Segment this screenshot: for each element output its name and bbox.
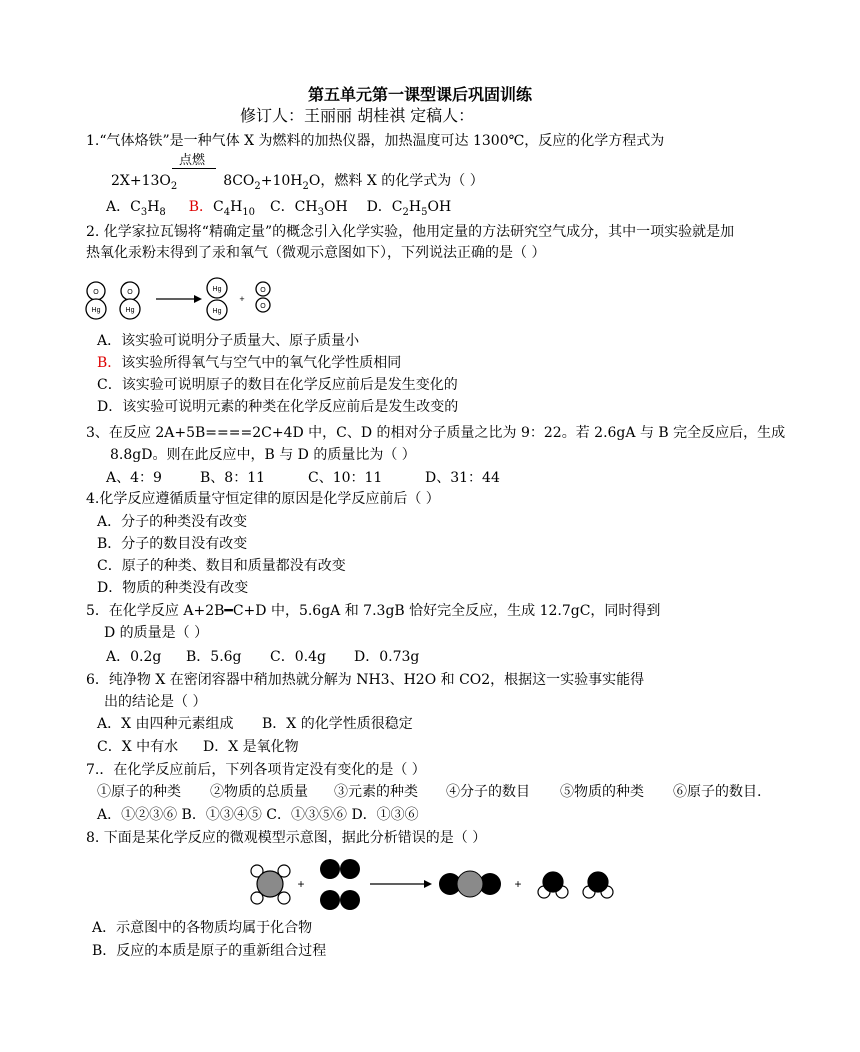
- q1-equation: [111, 171, 484, 197]
- q7-options: A．①②③⑥ B．①③④⑤ C．①③⑤⑥ D．①③⑥: [97, 807, 419, 823]
- q6-stem-line1: 6．纯净物 X 在密闭容器中稍加热就分解为 NH3、H2O 和 CO2，根据这一实验事实能得: [86, 672, 645, 688]
- hg-atom-label: Hg: [91, 307, 101, 314]
- q2-option-d: D．该实验可说明元素的种类在化学反应前后是发生改变的: [97, 399, 459, 415]
- hg-atom-label: Hg: [212, 286, 222, 293]
- q4-option-c: C．原子的种类、数目和质量都没有改变: [97, 558, 346, 574]
- q1-reaction-arrow-line: [172, 168, 216, 169]
- o-atom-label: O: [93, 289, 99, 296]
- plus-sign: +: [514, 877, 522, 891]
- q5-option-c: C．0.4g: [270, 649, 326, 665]
- q5-option-b: B．5.6g: [186, 649, 242, 665]
- plus-sign: +: [297, 877, 305, 891]
- q5-stem-line2: D 的质量是（ ）: [104, 625, 209, 641]
- q6-option-c: C．X 中有水: [97, 739, 179, 755]
- q1-option-a: A．$C_3H_8$: [106, 199, 166, 218]
- hg-atom-label: Hg: [212, 308, 222, 315]
- q4-option-d: D．物质的种类没有改变: [97, 580, 249, 596]
- q7-item: ①原子的种类: [97, 784, 181, 800]
- page-subtitle: 修订人：王丽丽 胡桂祺 定稿人：: [240, 106, 475, 125]
- arrow-head: [194, 295, 202, 303]
- q1-rhs-s1: 2: [254, 180, 261, 192]
- q5-stem-line1: 5．在化学反应 A+2B━C+D 中，5.6gA 和 7.3gB 恰好完全反应，生成 12.7gC，同时得到: [86, 603, 661, 619]
- q8-stem: 8. 下面是某化学反应的微观模型示意图，据此分析错误的是（ ）: [86, 830, 487, 846]
- q1-stem: 1.“气体烙铁”是一种气体 X 为燃料的加热仪器，加热温度可达 1300℃，反应的化学方程式为: [86, 133, 665, 149]
- q5-option-a: A．0.2g: [106, 649, 162, 665]
- q3-stem-line1: 3、在反应 2A+5B====2C+4D 中，C、D 的相对分子质量之比为 9：22。若 2.6gA 与 B 完全反应后，生成: [86, 425, 786, 441]
- q6-option-d: D．X 是氧化物: [203, 739, 299, 755]
- q1-option-d: D．$C_2H_5OH$: [366, 199, 452, 218]
- q1-lhs-sub: 2: [170, 180, 178, 192]
- plus-sign: +: [239, 294, 245, 304]
- arrow-head: [424, 880, 432, 888]
- q7-item: ④分子的数目: [446, 784, 530, 800]
- q2-option-b: B．该实验所得氧气与空气中的氧气化学性质相同: [97, 355, 402, 371]
- q2-option-c: C．该实验可说明原子的数目在化学反应前后是发生变化的: [97, 377, 458, 393]
- q6-option-a: A．X 由四种元素组成: [97, 716, 234, 732]
- q1-rhs-b: +10H: [260, 173, 303, 189]
- q1-option-c: C．$CH_3OH$: [269, 199, 348, 218]
- q1-option-b: B．$C_4H_{10}$: [188, 199, 256, 218]
- o-atom-label: O: [260, 303, 266, 310]
- q4-stem: 4.化学反应遵循质量守恒定律的原因是化学反应前后（ ）: [86, 491, 440, 507]
- q7-stem: 7.．在化学反应前后，下列各项肯定没有变化的是（ ）: [86, 762, 426, 778]
- q1-options: [106, 197, 451, 223]
- q5-option-d: D．0.73g: [354, 649, 420, 665]
- q4-option-b: B．分子的数目没有改变: [97, 536, 248, 552]
- q1-rhs-s2: 2: [302, 180, 309, 192]
- q8-option-a: A．示意图中的各物质均属于化合物: [92, 920, 313, 936]
- page-title: 第五单元第一课型课后巩固训练: [308, 85, 533, 104]
- q4-option-a: A．分子的种类没有改变: [97, 514, 248, 530]
- q6-option-b: B．X 的化学性质很稳定: [262, 716, 413, 732]
- q1-lhs: 2X+13O: [111, 173, 171, 189]
- q3-option-b: B、8：11: [200, 470, 266, 486]
- q2-stem-line1: 2. 化学家拉瓦锡将“精确定量”的概念引入化学实验，他用定量的方法研究空气成分，其中一项实验就是加: [86, 224, 735, 240]
- q8-molecular-model-diagram: [244, 856, 614, 914]
- o-atom-label: O: [260, 287, 266, 294]
- q6-stem-line2: 出的结论是（ ）: [104, 694, 207, 710]
- q1-condition: 点燃: [179, 153, 206, 168]
- q7-item: ⑤物质的种类: [560, 784, 644, 800]
- q3-option-a: A、4：9: [106, 470, 162, 486]
- q1-rhs-c: O，燃料 X 的化学式为（ ）: [308, 173, 484, 189]
- hg-atom-label: Hg: [125, 307, 135, 314]
- q2-micro-diagram: [82, 276, 282, 326]
- q3-option-c: C、10：11: [308, 470, 383, 486]
- q1-rhs-a: 8CO: [223, 173, 255, 189]
- q7-item: ②物质的总质量: [210, 784, 308, 800]
- q3-stem-line2: 8.8gD。则在此反应中，B 与 D 的质量比为（ ）: [110, 447, 416, 463]
- o-atom-label: O: [127, 289, 133, 296]
- q3-option-d: D、31：44: [425, 470, 500, 486]
- q7-item: ③元素的种类: [334, 784, 418, 800]
- q7-item: ⑥原子的数目.: [673, 784, 762, 800]
- q8-option-b: B．反应的本质是原子的重新组合过程: [92, 943, 327, 959]
- q2-stem-line2: 热氧化汞粉末得到了汞和氧气（微观示意图如下），下列说法正确的是（ ）: [86, 245, 546, 261]
- q2-option-a: A．该实验可说明分子质量大、原子质量小: [97, 333, 360, 349]
